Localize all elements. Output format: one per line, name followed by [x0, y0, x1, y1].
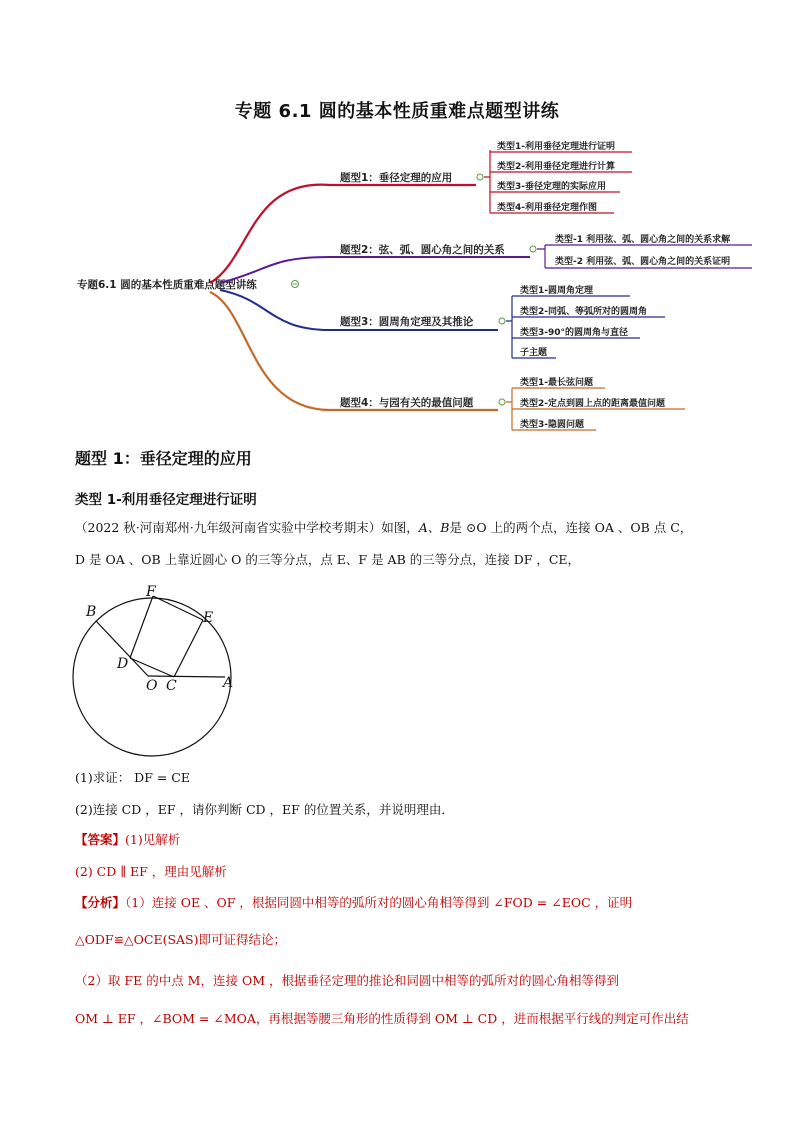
mindmap-item: 类型3-隐圆问题: [520, 420, 584, 430]
point-label-E: E: [203, 610, 214, 626]
analysis-text: （1）连接 OE 、OF ，根据同圆中相等的弧所对的圆心角相等得到 ∠FOD = ∠EOC ，证明: [125, 895, 633, 910]
geometry-figure: [60, 580, 250, 760]
point-label-C: C: [166, 678, 177, 694]
answer-tag: 【答案】: [75, 832, 126, 847]
mindmap-item: 类型1-利用垂径定理进行证明: [497, 142, 615, 152]
problem-line-2: D 是 OA 、OB 上靠近圆心 O 的三等分点，点 E、F 是 AB 的三等分点，连接 DF ，CE，: [75, 552, 581, 567]
mindmap-category-1: 题型1：垂径定理的应用: [340, 172, 453, 184]
section-subheading: 类型 1-利用垂径定理进行证明: [75, 492, 257, 508]
mindmap-item: 类型1-最长弦问题: [520, 378, 593, 388]
point-label-A: A: [223, 675, 234, 691]
answer-1: (1)见解析: [125, 832, 181, 847]
problem-text: 是 ⊙O 上的两个点，连接 OA 、OB 点 C，: [449, 520, 693, 535]
analysis-line-2: △ODF≌△OCE(SAS)即可证得结论；: [75, 932, 286, 947]
mindmap-category-3: 题型3：圆周角定理及其推论: [340, 316, 474, 328]
mindmap-item: 子主题: [520, 348, 548, 358]
point-label-O: O: [146, 678, 158, 694]
answer-2: (2) CD ∥ EF ，理由见解析: [75, 864, 227, 879]
question-1: (1)求证： DF = CE: [75, 770, 190, 785]
mindmap-item: 类型3-垂径定理的实际应用: [497, 182, 606, 192]
point-label-B: B: [86, 604, 97, 620]
mindmap-item: 类型1-圆周角定理: [520, 286, 593, 296]
mindmap: [0, 0, 794, 440]
answer-block: [75, 830, 725, 850]
mindmap-category-4: 题型4：与园有关的最值问题: [340, 397, 474, 409]
point-label-D: D: [117, 656, 129, 672]
analysis-line-4: OM ⊥ EF ，∠BOM = ∠MOA，再根据等腰三角形的性质得到 OM ⊥ CD ，进而根据平行线的判定可作出结: [75, 1011, 689, 1026]
mindmap-item: 类型2-定点到圆上点的距离最值问题: [520, 399, 665, 409]
mindmap-item: 类型4-利用垂径定理作图: [497, 203, 597, 213]
mindmap-item: 类型-2 利用弦、弧、圆心角之间的关系证明: [555, 257, 731, 267]
mindmap-category-2: 题型2：弦、弧、圆心角之间的关系: [340, 244, 505, 256]
analysis-line-3: （2）取 FE 的中点 M，连接 OM ，根据垂径定理的推论和同圆中相等的弧所对的圆心角相等得到: [75, 973, 619, 988]
analysis-tag: 【分析】: [75, 895, 126, 910]
page-title: 专题 6.1 圆的基本性质重难点题型讲练: [234, 101, 560, 122]
question-2: (2)连接 CD ，EF ，请你判断 CD ，EF 的位置关系，并说明理由．: [75, 802, 454, 817]
problem-text: A、B: [418, 520, 450, 535]
mindmap-item: 类型2-利用垂径定理进行计算: [497, 162, 615, 172]
section-heading: 题型 1：垂径定理的应用: [75, 449, 252, 468]
mindmap-root: 专题6.1 圆的基本性质重难点题型讲练: [77, 279, 257, 291]
mindmap-item: 类型3-90°的圆周角与直径: [520, 328, 629, 338]
problem-text: （2022 秋·河南郑州·九年级河南省实验中学校考期末）如图，: [75, 520, 419, 535]
point-label-F: F: [146, 584, 156, 600]
analysis-line-1: [75, 893, 725, 913]
mindmap-item: 类型2-同弧、等弧所对的圆周角: [520, 307, 647, 317]
mindmap-item: 类型-1 利用弦、弧、圆心角之间的关系求解: [555, 235, 731, 245]
problem-line-1: [75, 518, 725, 538]
